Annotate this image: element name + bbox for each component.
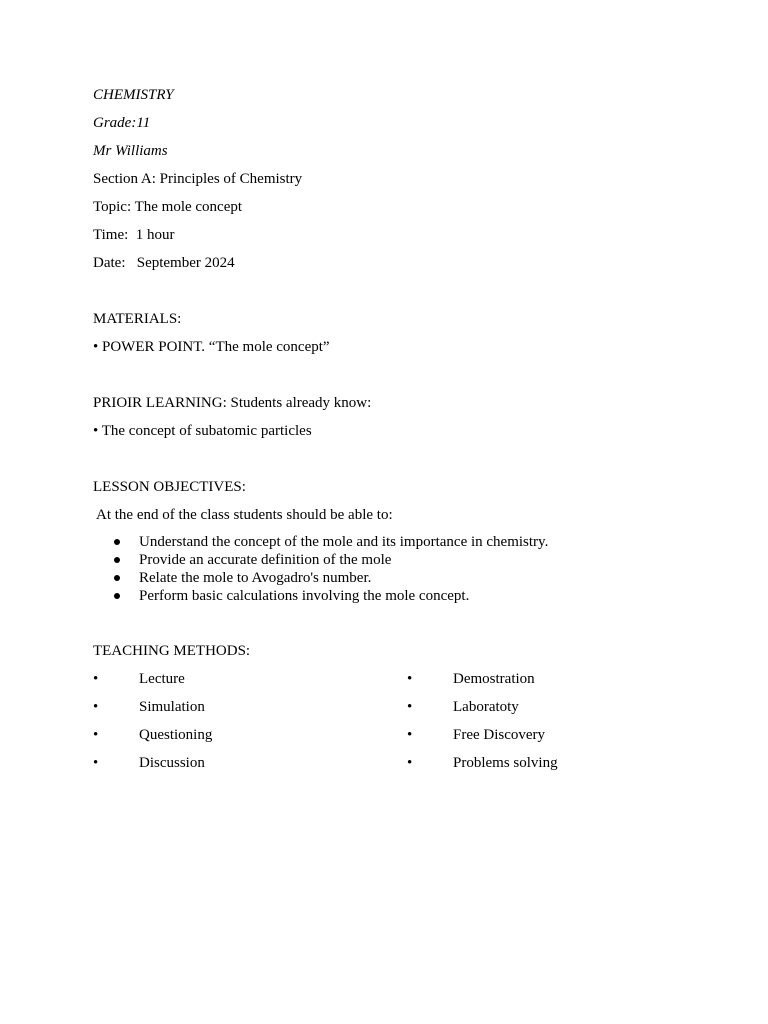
teaching-methods-list	[93, 670, 713, 782]
objectives-list	[93, 533, 713, 605]
section-line: Section A: Principles of Chemistry	[93, 171, 303, 187]
prior-learning-item: • The concept of subatomic particles	[93, 423, 312, 439]
bullet-icon: •	[93, 699, 99, 715]
objective-item	[93, 587, 713, 605]
bullet-icon: •	[407, 755, 413, 771]
objective-item	[93, 551, 713, 569]
teacher-line: Mr Williams	[93, 143, 168, 159]
bullet-icon: •	[407, 671, 413, 687]
materials-heading: MATERIALS:	[93, 311, 182, 327]
bullet-icon: •	[93, 727, 99, 743]
date-line: Date: September 2024	[93, 255, 235, 271]
prior-learning-heading: PRIOIR LEARNING: Students already know:	[93, 395, 372, 411]
method-label: Demostration	[453, 671, 535, 687]
bullet-icon: •	[407, 727, 413, 743]
objectives-intro: At the end of the class students should be able to:	[96, 507, 393, 523]
teaching-methods-heading: TEACHING METHODS:	[93, 643, 251, 659]
document-page	[93, 86, 713, 782]
method-label: Lecture	[139, 671, 185, 687]
method-label: Simulation	[139, 699, 205, 715]
bullet-icon	[114, 593, 120, 599]
method-label: Laboratoty	[453, 699, 519, 715]
bullet-icon: •	[407, 699, 413, 715]
method-label: Problems solving	[453, 755, 558, 771]
time-line: Time: 1 hour	[93, 227, 175, 243]
subject-line: CHEMISTRY	[93, 87, 174, 103]
topic-line: Topic: The mole concept	[93, 199, 243, 215]
objective-text: Understand the concept of the mole and its importance in chemistry.	[139, 534, 549, 550]
grade-line: Grade:11	[93, 115, 151, 131]
objective-item	[93, 569, 713, 587]
materials-item: • POWER POINT. “The mole concept”	[93, 339, 330, 355]
objective-text: Provide an accurate definition of the mole	[139, 552, 392, 568]
method-label: Questioning	[139, 727, 213, 743]
bullet-icon	[114, 539, 120, 545]
objective-text: Relate the mole to Avogadro's number.	[139, 570, 372, 586]
bullet-icon	[114, 575, 120, 581]
bullet-icon: •	[93, 755, 99, 771]
method-label: Free Discovery	[453, 727, 546, 743]
objective-text: Perform basic calculations involving the mole concept.	[139, 588, 470, 604]
bullet-icon	[114, 557, 120, 563]
objective-item	[93, 533, 713, 551]
objectives-heading: LESSON OBJECTIVES:	[93, 479, 246, 495]
bullet-icon: •	[93, 671, 99, 687]
method-label: Discussion	[139, 755, 205, 771]
